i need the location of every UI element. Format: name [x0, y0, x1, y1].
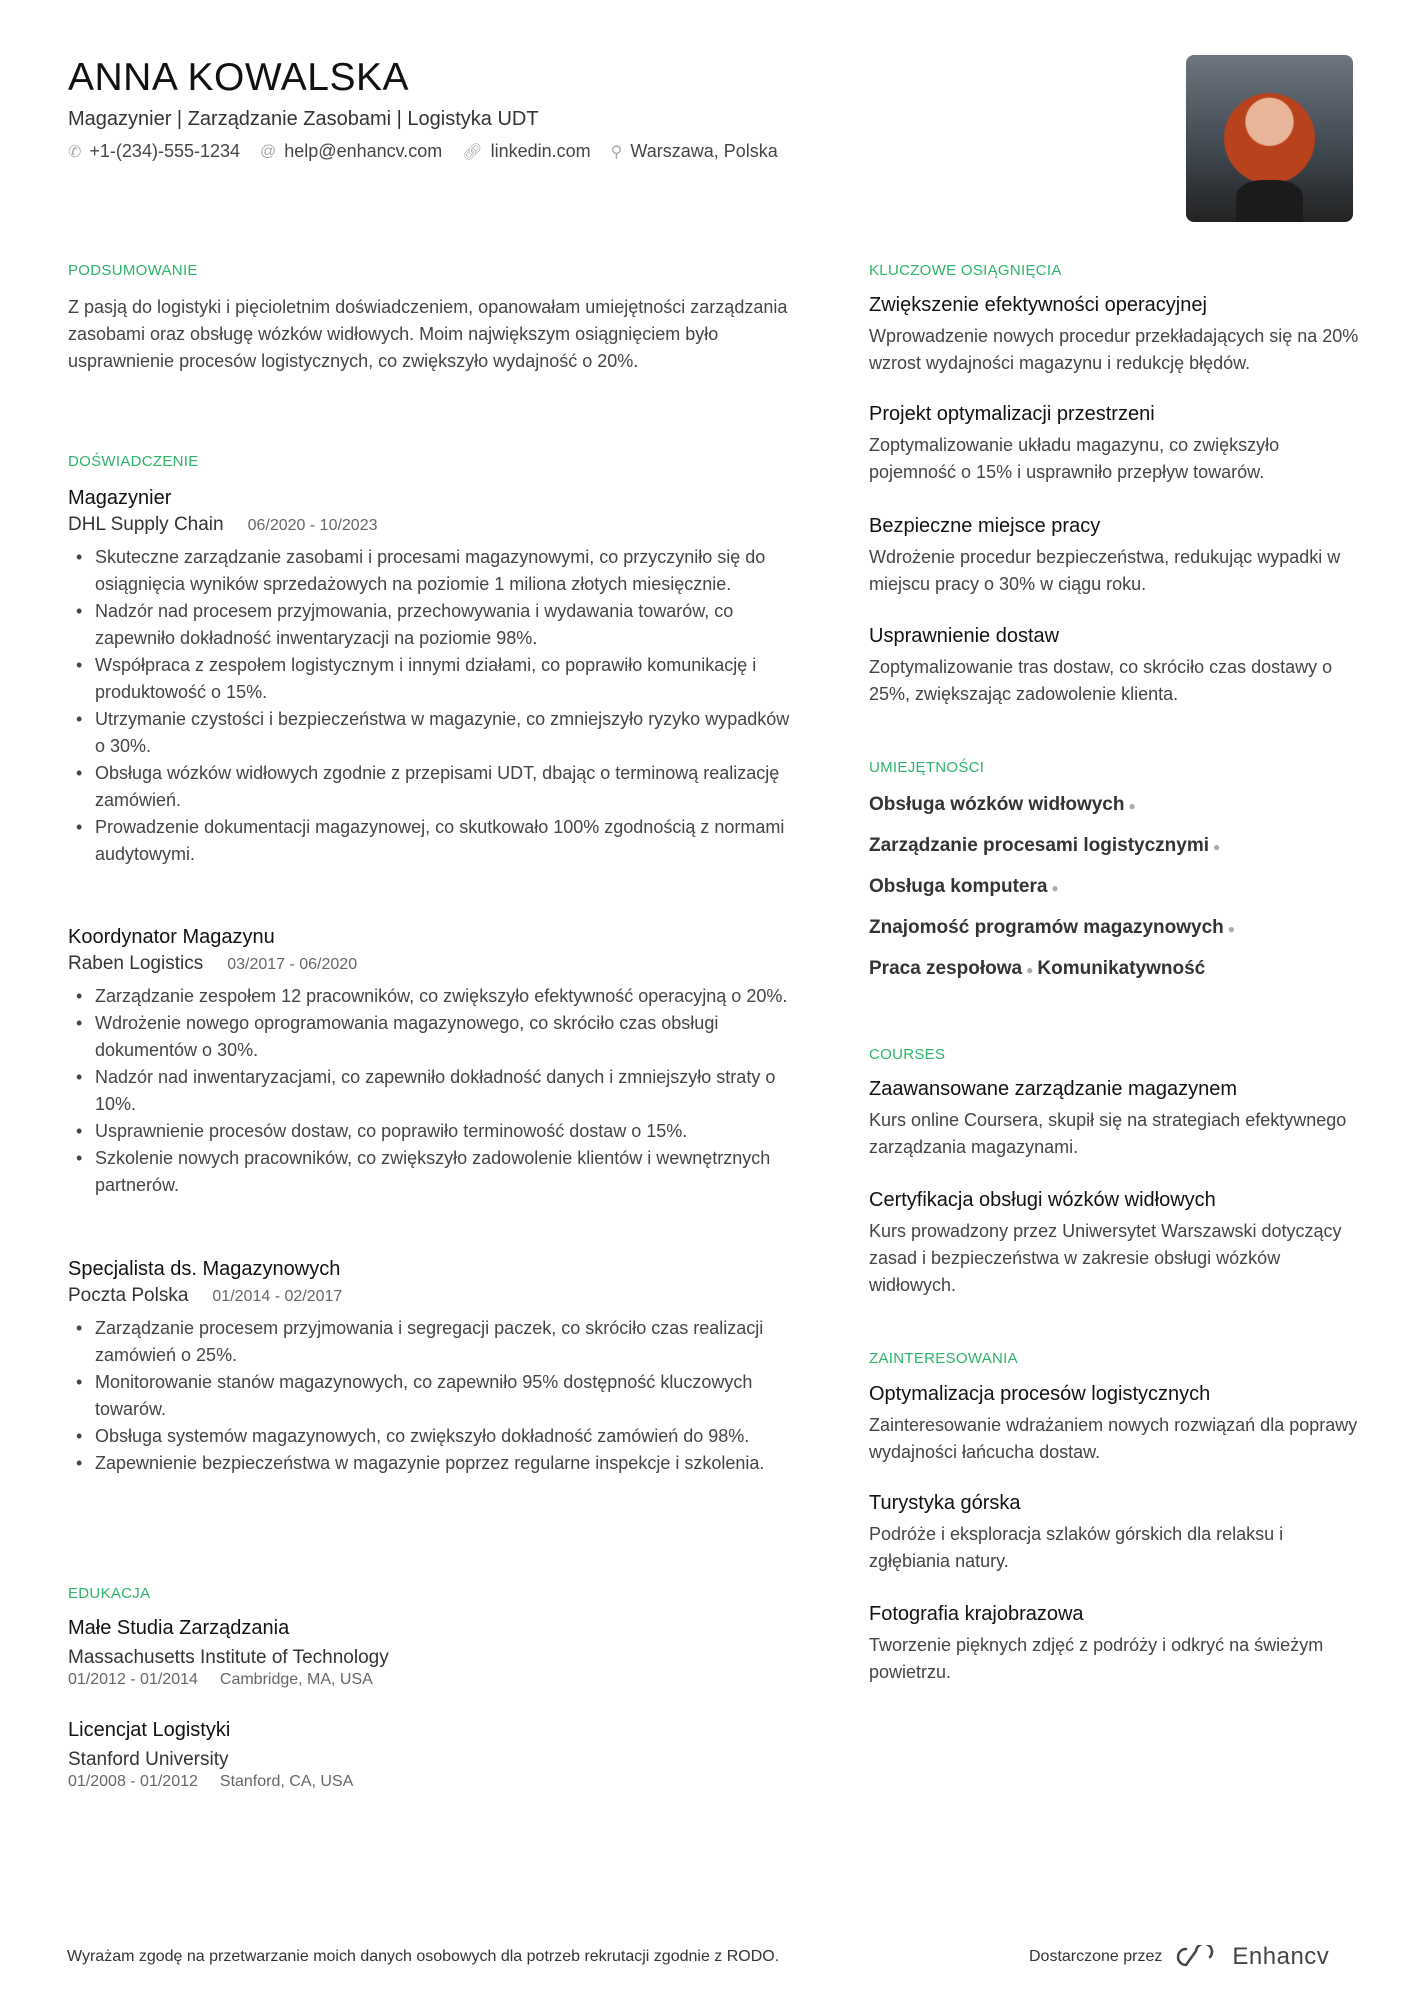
job-bullet: • Wdrożenie nowego oprogramowania magazynowego, co skróciło czas obsługi dokumentów o 30%. [68, 1010, 798, 1064]
course-item [869, 1187, 1359, 1299]
job-dates: 01/2014 - 02/2017 [212, 1288, 343, 1305]
candidate-name: ANNA KOWALSKA [68, 56, 409, 99]
job-bullet: • Zarządzanie zespołem 12 pracowników, co zwiększyło efektywność operacyjną o 20%. [68, 983, 798, 1010]
job-entry [68, 1256, 798, 1477]
job-bullet: • Usprawnienie procesów dostaw, co poprawiło terminowość dostaw o 15%. [68, 1118, 798, 1145]
job-bullet: • Szkolenie nowych pracowników, co zwiększyło zadowolenie klientów i wewnętrznych partnerów. [68, 1145, 798, 1199]
location: Warszawa, Polska [630, 141, 778, 161]
job-title: Koordynator Magazynu [68, 926, 275, 948]
achievement-desc: Zoptymalizowanie układu magazynu, co zwiększyło pojemność o 15% i usprawniło przepływ towarów. [869, 435, 1280, 482]
job-bullet: • Zarządzanie procesem przyjmowania i segregacji paczek, co skróciło czas realizacji zamówień o 25%. [68, 1315, 798, 1369]
company: Raben Logistics [68, 953, 204, 974]
location-pin-icon: ⚲ [610, 143, 623, 161]
degree: Małe Studia Zarządzania [68, 1617, 290, 1639]
skill-tag: Praca zespołowa [869, 958, 1023, 979]
interest-item [869, 1381, 1359, 1466]
achievement-desc: Wdrożenie procedur bezpieczeństwa, redukując wypadki w miejscu pracy o 30% w ciągu roku. [869, 547, 1341, 594]
skill-tag: Znajomość programów magazynowych [869, 917, 1224, 938]
interest-desc: Podróże i eksploracja szlaków górskich dla relaksu i zgłębiania natury. [869, 1524, 1284, 1571]
job-dates: 06/2020 - 10/2023 [247, 517, 378, 534]
achievement-item [869, 292, 1359, 377]
job-bullet: • Obsługa systemów magazynowych, co zwiększyło dokładność zamówień do 98%. [68, 1423, 798, 1450]
job-bullet: • Skuteczne zarządzanie zasobami i procesami magazynowymi, co przyczyniło się do osiągnięcia wyników sprzedażowych na poziomie 1 miliona złotych miesięcznie. [68, 544, 798, 598]
interest-title: Turystyka górska [869, 1492, 1021, 1514]
interest-title: Optymalizacja procesów logistycznych [869, 1383, 1211, 1405]
course-title: Zaawansowane zarządzanie magazynem [869, 1078, 1237, 1100]
phone: +1-(234)-555-1234 [89, 141, 241, 161]
company: Poczta Polska [68, 1285, 189, 1306]
job-title: Magazynier [68, 487, 172, 509]
candidate-title: Magazynier | Zarządzanie Zasobami | Logistyka UDT [68, 108, 539, 130]
interest-desc: Zainteresowanie wdrażaniem nowych rozwiązań dla poprawy wydajności łańcucha dostaw. [869, 1415, 1358, 1462]
at-icon: @ [260, 142, 277, 160]
education-entry [68, 1717, 798, 1792]
edu-location: Stanford, CA, USA [219, 1773, 354, 1790]
school: Stanford University [68, 1749, 229, 1770]
edu-dates: 01/2008 - 01/2012 [68, 1773, 198, 1790]
achievement-item [869, 623, 1359, 708]
interest-desc: Tworzenie pięknych zdjęć z podróży i odkryć na świeżym powietrzu. [869, 1635, 1324, 1682]
contact-list [68, 141, 778, 162]
phone-icon: ✆ [68, 143, 82, 161]
course-item [869, 1076, 1359, 1161]
education-entry [68, 1615, 798, 1690]
job-bullet: • Utrzymanie czystości i bezpieczeństwa w magazynie, co zmniejszyło ryzyko wypadków o 30%. [68, 706, 798, 760]
achievements-heading: KLUCZOWE OSIĄGNIĘCIA [869, 262, 1062, 279]
gdpr-consent: Wyrażam zgodę na przetwarzanie moich danych osobowych dla potrzeb rekrutacji zgodnie z RODO. [67, 1948, 780, 1965]
interests-heading: ZAINTERESOWANIA [869, 1350, 1018, 1367]
job-dates: 03/2017 - 06/2020 [227, 956, 358, 973]
achievement-desc: Wprowadzenie nowych procedur przekładających się na 20% wzrost wydajności magazynu i redukcję błędów. [869, 326, 1359, 373]
course-desc: Kurs prowadzony przez Uniwersytet Warszawski dotyczący zasad i bezpieczeństwa w zakresie obsługi wózków widłowych. [869, 1221, 1342, 1295]
job-bullet: • Nadzór nad inwentaryzacjami, co zapewniło dokładność danych i zmniejszyło straty o 10%. [68, 1064, 798, 1118]
education-heading: EDUKACJA [68, 1585, 151, 1602]
summary-heading: PODSUMOWANIE [68, 262, 198, 279]
skill-tag: Zarządzanie procesami logistycznymi [869, 835, 1210, 856]
job-entry [68, 485, 798, 868]
job-bullet: • Obsługa wózków widłowych zgodnie z przepisami UDT, dbając o terminową realizację zamówień. [68, 760, 798, 814]
skills-list: Obsługa wózków widłowych ● Zarządzanie procesami logistycznymi ● Obsługa komputera ● Znajomość programów magazynowych ● Praca zespołowa ● Komunikatywność [869, 794, 1235, 979]
company: DHL Supply Chain [68, 514, 224, 535]
job-title: Specjalista ds. Magazynowych [68, 1258, 341, 1280]
achievement-title: Bezpieczne miejsce pracy [869, 515, 1101, 537]
link-icon: 🔗︎ [462, 143, 483, 161]
profile-photo [1186, 55, 1353, 222]
course-title: Certyfikacja obsługi wózków widłowych [869, 1189, 1216, 1211]
powered-by [1029, 1943, 1329, 1971]
edu-dates: 01/2012 - 01/2014 [68, 1671, 198, 1688]
job-bullet: • Nadzór nad procesem przyjmowania, przechowywania i wydawania towarów, co zapewniło dokładność inwentaryzacji na poziomie 98%. [68, 598, 798, 652]
achievement-item [869, 401, 1359, 486]
interest-title: Fotografia krajobrazowa [869, 1603, 1084, 1625]
job-bullet: • Prowadzenie dokumentacji magazynowej, co skutkowało 100% zgodnością z normami audytowymi. [68, 814, 798, 868]
summary-text: Z pasją do logistyki i pięcioletnim doświadczeniem, opanowałam umiejętności zarządzania zasobami oraz obsługę wózków widłowych. Moim największym osiągnięciem było usprawnienie procesów logistycznych, co zwiększyło wydajność o 20%. [68, 297, 788, 371]
courses-heading: COURSES [869, 1046, 946, 1063]
job-bullet: • Współpraca z zespołem logistycznym i innymi działami, co poprawiło komunikację i produktowość o 15%. [68, 652, 798, 706]
enhancv-logo-text[interactable]: Enhancv [1232, 1943, 1330, 1970]
degree: Licencjat Logistyki [68, 1719, 231, 1741]
interest-item [869, 1601, 1359, 1686]
skill-tag: Obsługa komputera [869, 876, 1048, 897]
achievement-title: Projekt optymalizacji przestrzeni [869, 403, 1155, 425]
linkedin-link[interactable]: linkedin.com [490, 141, 591, 161]
interest-item [869, 1490, 1359, 1575]
achievement-item [869, 513, 1359, 598]
skill-tag: Komunikatywność [1037, 958, 1206, 979]
achievement-desc: Zoptymalizowanie tras dostaw, co skróciło czas dostawy o 25%, zwiększając zadowolenie klienta. [869, 657, 1333, 704]
experience-heading: DOŚWIADCZENIE [68, 453, 199, 470]
achievement-title: Zwiększenie efektywności operacyjnej [869, 294, 1207, 316]
skill-tag: Obsługa wózków widłowych [869, 794, 1125, 815]
job-bullet: • Monitorowanie stanów magazynowych, co zapewniło 95% dostępność kluczowych towarów. [68, 1369, 798, 1423]
skills-heading: UMIEJĘTNOŚCI [869, 759, 985, 776]
email-link[interactable]: help@enhancv.com [284, 141, 443, 161]
school: Massachusetts Institute of Technology [68, 1647, 389, 1668]
course-desc: Kurs online Coursera, skupił się na strategiach efektywnego zarządzania magazynami. [869, 1110, 1347, 1157]
powered-by-label: Dostarczone przez [1029, 1948, 1163, 1965]
achievement-title: Usprawnienie dostaw [869, 625, 1060, 647]
job-bullet: • Zapewnienie bezpieczeństwa w magazynie poprzez regularne inspekcje i szkolenia. [68, 1450, 798, 1477]
enhancv-logo-icon [1174, 1945, 1220, 1969]
edu-location: Cambridge, MA, USA [219, 1671, 373, 1688]
job-entry [68, 924, 798, 1199]
